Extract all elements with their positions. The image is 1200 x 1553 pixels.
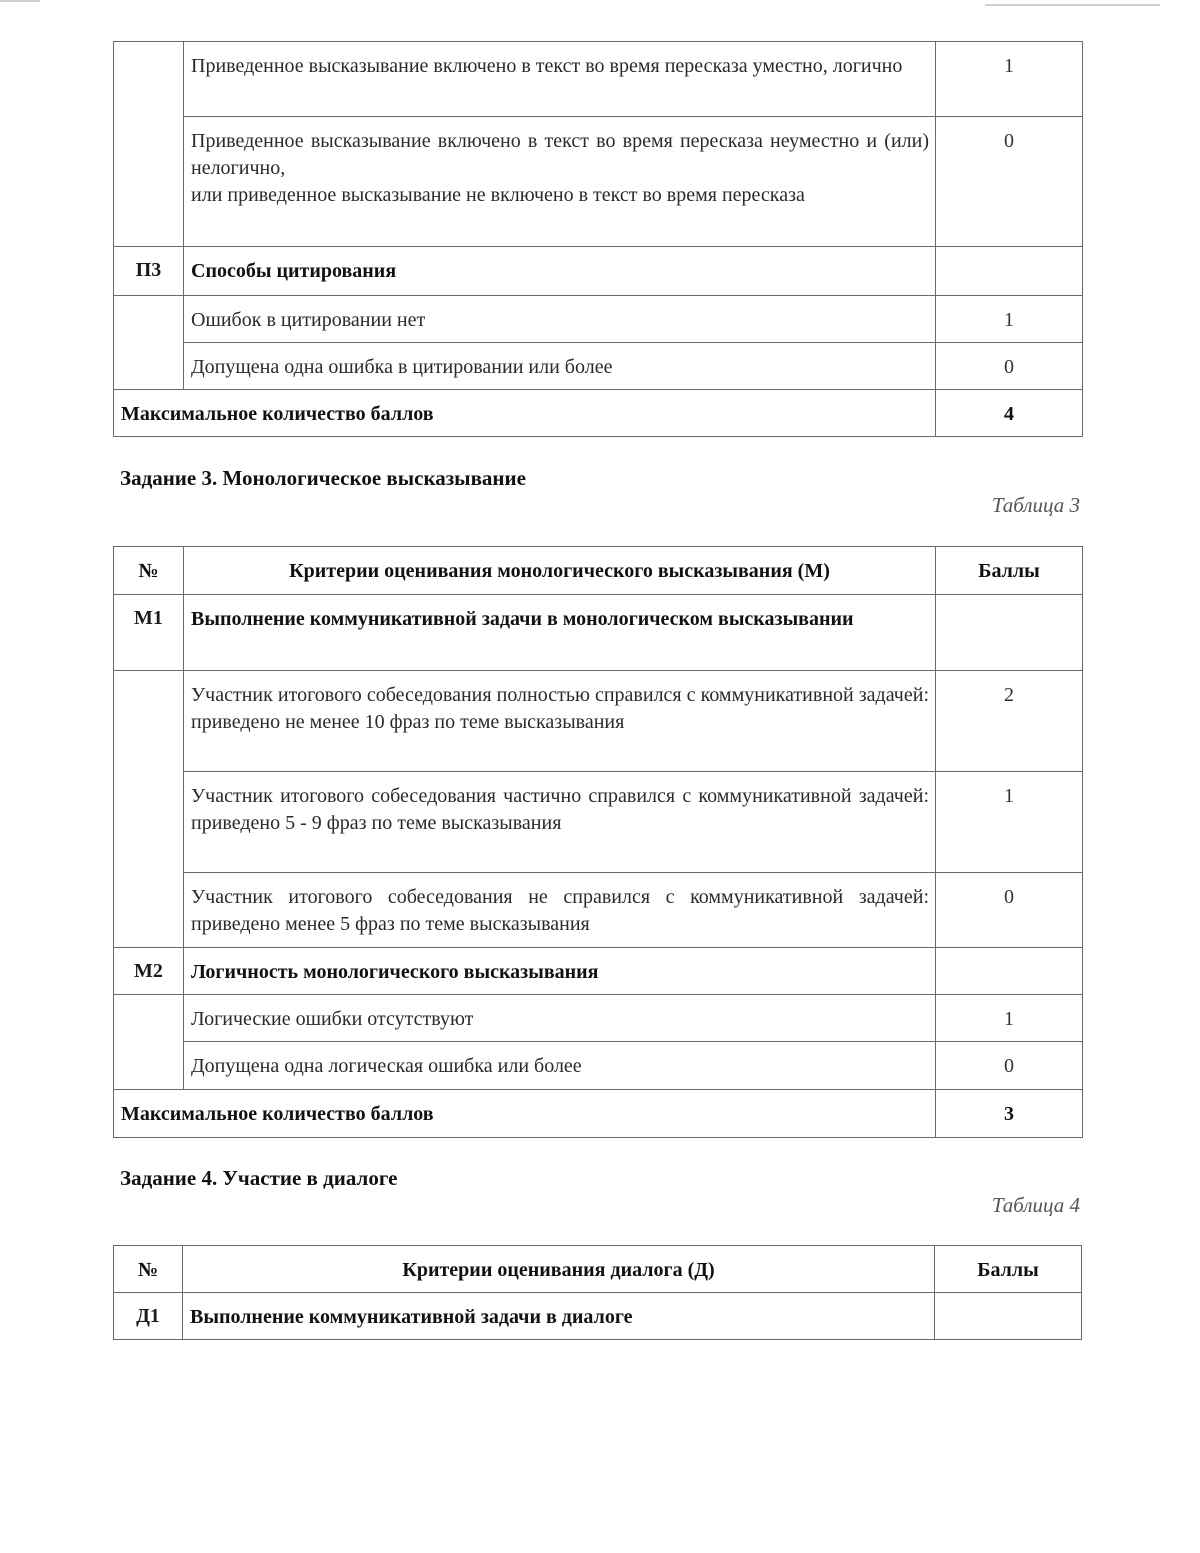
table-header-row [114, 547, 1083, 595]
header-number: № [114, 1246, 183, 1293]
total-label: Максимальное количество баллов [114, 390, 936, 437]
total-row [114, 1090, 1083, 1138]
criterion-title: Выполнение коммуникативной задачи в монологическом высказывании [184, 595, 936, 671]
criterion-text: Допущена одна логическая ошибка или более [184, 1042, 936, 1090]
scan-artifact-left [0, 0, 40, 2]
criterion-title: Логичность монологического высказывания [184, 948, 936, 995]
table-row [114, 772, 1083, 873]
table-row [114, 1042, 1083, 1090]
criterion-score: 1 [936, 995, 1083, 1042]
criterion-score: 1 [936, 772, 1083, 873]
criterion-score: 2 [936, 671, 1083, 772]
criterion-text: Участник итогового собеседования частично справился с коммуникативной задачей: приведено 5 - 9 фраз по теме высказывания [184, 772, 936, 873]
table3-caption: Таблица 3 [991, 493, 1080, 517]
table4-caption: Таблица 4 [991, 1193, 1080, 1217]
criterion-text [184, 117, 936, 247]
criterion-text: Приведенное высказывание включено в текст во время пересказа уместно, логично [184, 42, 936, 117]
criterion-code: М2 [114, 948, 184, 995]
table-row [114, 595, 1083, 671]
total-row [114, 390, 1083, 437]
row-number [114, 995, 184, 1090]
row-number [114, 671, 184, 948]
header-score: Баллы [935, 1246, 1082, 1293]
table-row [114, 42, 1083, 117]
table-header-row [114, 1246, 1082, 1293]
table-row [114, 247, 1083, 296]
table-row [114, 873, 1083, 948]
criterion-score: 0 [936, 1042, 1083, 1090]
monologue-criteria-table [113, 546, 1083, 1138]
table-row [114, 948, 1083, 995]
table-row [114, 296, 1083, 343]
total-value: 3 [936, 1090, 1083, 1138]
criterion-text: Участник итогового собеседования не справился с коммуникативной задачей: приведено менее 5 фраз по теме высказывания [184, 873, 936, 948]
criterion-text: Ошибок в цитировании нет [184, 296, 936, 343]
criterion-score: 0 [936, 343, 1083, 390]
dialogue-criteria-table [113, 1245, 1082, 1340]
criterion-text-line1: Приведенное высказывание включено в текст во время пересказа неуместно и (или) нелогично, [191, 130, 929, 179]
total-value: 4 [936, 390, 1083, 437]
criterion-code: Д1 [114, 1293, 183, 1340]
table-row [114, 343, 1083, 390]
scan-artifact-right [985, 4, 1160, 6]
header-number: № [114, 547, 184, 595]
criterion-title: Выполнение коммуникативной задачи в диалоге [183, 1293, 935, 1340]
row-number [114, 42, 184, 247]
table-row [114, 671, 1083, 772]
task3-heading: Задание 3. Монологическое высказывание [120, 466, 526, 490]
criterion-text-line2: или приведенное высказывание не включено в текст во время пересказа [191, 184, 805, 206]
criterion-code: П3 [114, 247, 184, 296]
criterion-score: 1 [936, 42, 1083, 117]
table-row [114, 995, 1083, 1042]
continuation-criteria-table [113, 41, 1083, 437]
task4-heading: Задание 4. Участие в диалоге [120, 1166, 398, 1190]
criterion-score: 1 [936, 296, 1083, 343]
row-number [114, 296, 184, 390]
criterion-score: 0 [936, 873, 1083, 948]
criterion-score [936, 948, 1083, 995]
total-label: Максимальное количество баллов [114, 1090, 936, 1138]
criterion-text: Логические ошибки отсутствуют [184, 995, 936, 1042]
table-row [114, 1293, 1082, 1340]
criterion-text: Участник итогового собеседования полностью справился с коммуникативной задачей: приведено не менее 10 фраз по теме высказывания [184, 671, 936, 772]
criterion-score [936, 247, 1083, 296]
criterion-code: М1 [114, 595, 184, 671]
criterion-score [936, 595, 1083, 671]
header-criteria: Критерии оценивания диалога (Д) [183, 1246, 935, 1293]
table-row [114, 117, 1083, 247]
criterion-title: Способы цитирования [184, 247, 936, 296]
criterion-score: 0 [936, 117, 1083, 247]
criterion-text: Допущена одна ошибка в цитировании или более [184, 343, 936, 390]
header-score: Баллы [936, 547, 1083, 595]
header-criteria: Критерии оценивания монологического высказывания (М) [184, 547, 936, 595]
criterion-score [935, 1293, 1082, 1340]
